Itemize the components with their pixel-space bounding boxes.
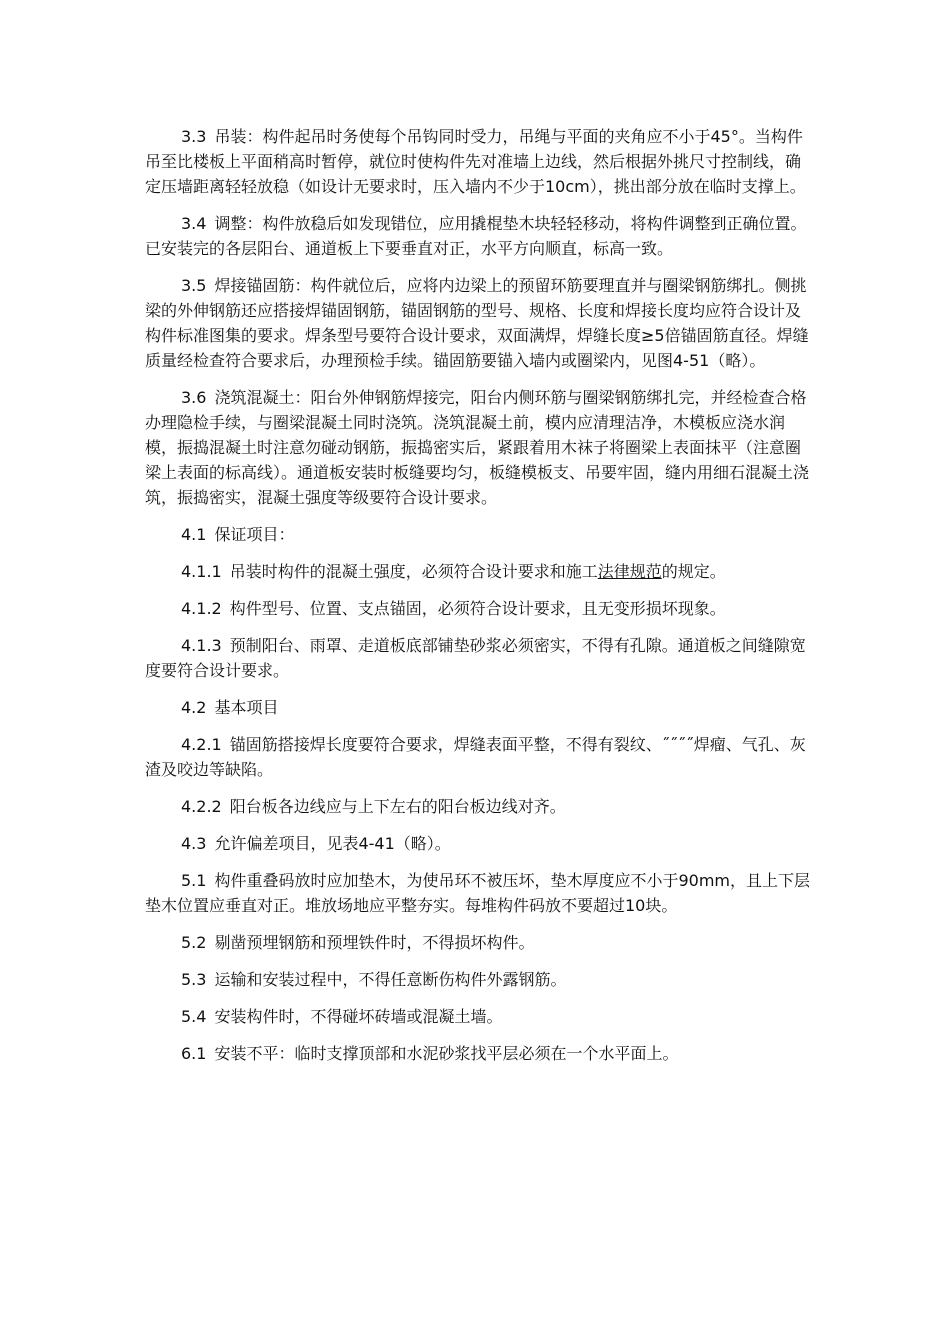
section-number: 5.4: [181, 1007, 207, 1026]
paragraph-3-5: [145, 273, 815, 373]
section-number: 4.1.2: [181, 599, 222, 618]
paragraph-3-4: [145, 211, 815, 261]
paragraph-4-1: [145, 522, 815, 547]
section-number: 3.4: [181, 214, 207, 233]
paragraph-text: 吊装时构件的混凝土强度，必须符合设计要求和施工: [229, 562, 598, 581]
document-body: [145, 124, 815, 1078]
section-number: 5.1: [181, 871, 207, 890]
paragraph-4-2: [145, 695, 815, 720]
paragraph-text: 运输和安装过程中，不得任意断伤构件外露钢筋。: [214, 970, 567, 989]
section-number: 4.1.3: [181, 636, 222, 655]
paragraph-text: 锚固筋搭接焊长度要符合要求，焊缝表面平整，不得有裂纹、˝˝˝˝焊瘤、气孔、灰渣及咬边等缺陷。: [145, 735, 806, 779]
section-number: 4.2: [181, 698, 207, 717]
paragraph-text: 基本项目: [214, 698, 279, 717]
paragraph-4-3: [145, 831, 815, 856]
paragraph-5-1: [145, 868, 815, 918]
paragraph-text-after: 的规定。: [661, 562, 726, 581]
paragraph-4-1-1: [145, 559, 815, 584]
paragraph-text: 预制阳台、雨罩、走道板底部铺垫砂浆必须密实，不得有孔隙。通道板之间缝隙宽度要符合设计要求。: [145, 636, 806, 680]
section-number: 4.3: [181, 834, 207, 853]
section-number: 5.3: [181, 970, 207, 989]
paragraph-text: 剔凿预埋钢筋和预埋铁件时，不得损坏构件。: [214, 933, 535, 952]
paragraph-4-1-2: [145, 596, 815, 621]
section-number: 3.6: [181, 388, 207, 407]
section-number: 4.1.1: [181, 562, 222, 581]
paragraph-3-3: [145, 124, 815, 199]
law-regulation-link[interactable]: 法律规范: [597, 562, 662, 581]
paragraph-text: 允许偏差项目，见表4-41（略）。: [214, 834, 451, 853]
section-number: 3.5: [181, 276, 207, 295]
paragraph-text: 焊接锚固筋：构件就位后，应将内边梁上的预留环筋要理直并与圈梁钢筋绑扎。侧挑梁的外伸钢筋还应搭接焊锚固钢筋，锚固钢筋的型号、规格、长度和焊接长度均应符合设计及构件标准图集的要求。焊条型号要符合设计要求，双面满焊，焊缝长度≥5倍锚固筋直径。焊缝质量经检查符合要求后，办理预检手续。锚固筋要锚入墙内或圈梁内，见图4-51（略）。: [145, 276, 809, 370]
paragraph-text: 阳台板各边线应与上下左右的阳台板边线对齐。: [229, 797, 566, 816]
paragraph-text: 安装不平：临时支撑顶部和水泥砂浆找平层必须在一个水平面上。: [214, 1044, 679, 1063]
paragraph-text: 保证项目：: [214, 525, 295, 544]
paragraph-5-3: [145, 967, 815, 992]
paragraph-3-6: [145, 385, 815, 510]
paragraph-text: 调整：构件放稳后如发现错位，应用撬棍垫木块轻轻移动，将构件调整到正确位置。已安装完的各层阳台、通道板上下要垂直对正，水平方向顺直，标高一致。: [145, 214, 807, 258]
paragraph-5-2: [145, 930, 815, 955]
paragraph-4-2-1: [145, 732, 815, 782]
paragraph-text: 构件型号、位置、支点锚固，必须符合设计要求，且无变形损坏现象。: [229, 599, 726, 618]
paragraph-6-1: [145, 1041, 815, 1066]
section-number: 5.2: [181, 933, 207, 952]
paragraph-4-2-2: [145, 794, 815, 819]
paragraph-text: 安装构件时，不得碰坏砖墙或混凝土墙。: [214, 1007, 503, 1026]
section-number: 6.1: [181, 1044, 207, 1063]
paragraph-text: 浇筑混凝土：阳台外伸钢筋焊接完，阳台内侧环筋与圈梁钢筋绑扎完，并经检查合格办理隐检手续，与圈梁混凝土同时浇筑。浇筑混凝土前，模内应清理洁净，木模板应浇水润模，振捣混凝土时注意勿碰动钢筋，振捣密实后，紧跟着用木袜子将圈梁上表面抹平（注意圈梁上表面的标高线）。通道板安装时板缝要均匀，板缝模板支、吊要牢固，缝内用细石混凝土浇筑，振捣密实，混凝土强度等级要符合设计要求。: [145, 388, 810, 507]
section-number: 4.2.2: [181, 797, 222, 816]
paragraph-text: 吊装：构件起吊时务使每个吊钩同时受力，吊绳与平面的夹角应不小于45°。当构件吊至比楼板上平面稍高时暂停，就位时使构件先对准墙上边线，然后根据外挑尺寸控制线，确定压墙距离轻轻放稳（如设计无要求时，压入墙内不少于10cm），挑出部分放在临时支撑上。: [145, 127, 806, 196]
paragraph-text: 构件重叠码放时应加垫木，为使吊环不被压坏，垫木厚度应不小于90mm，且上下层垫木位置应垂直对正。堆放场地应平整夯实。每堆构件码放不要超过10块。: [145, 871, 810, 915]
paragraph-5-4: [145, 1004, 815, 1029]
section-number: 4.1: [181, 525, 207, 544]
section-number: 3.3: [181, 127, 207, 146]
section-number: 4.2.1: [181, 735, 222, 754]
paragraph-4-1-3: [145, 633, 815, 683]
